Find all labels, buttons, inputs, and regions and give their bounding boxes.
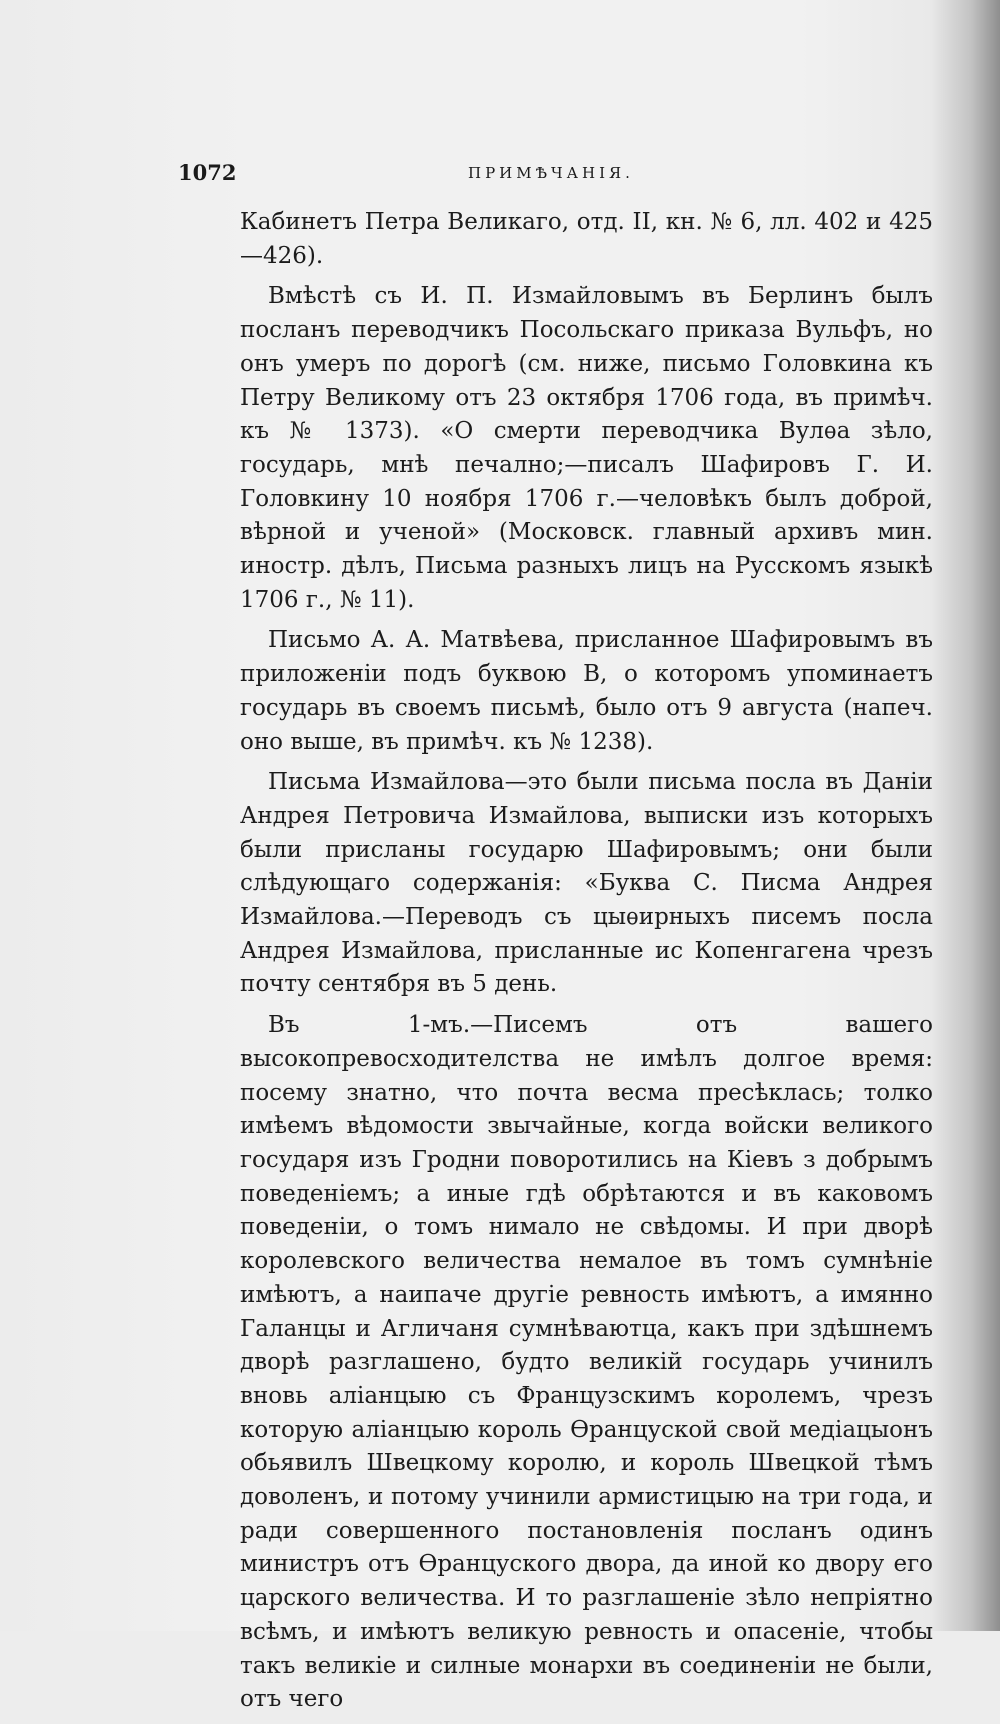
paragraph: Кабинетъ Петра Великаго, отд. II, кн. № 6, лл. 402 и 425—426). — [240, 209, 933, 269]
paragraph: Письма Измайлова—это были письма посла въ Даніи Андрея Петровича Измайлова, выписки изъ которыхъ были присланы государю Шафировымъ; они были слѣдующаго содержанія: «Буква С. Писма Андрея Измайлова.—Переводъ съ цыѳирныхъ писемъ посла Андрея Измайлова, присланные ис Копенгагена чрезъ почту сентября въ 5 день. — [240, 769, 933, 998]
page-header — [178, 160, 933, 190]
paragraph: Вмѣстѣ съ И. П. Измайловымъ въ Берлинъ былъ посланъ переводчикъ Посольскаго приказа Вульфъ, но онъ умеръ по дорогѣ (см. ниже, письмо Головкина къ Петру Великому отъ 23 октября 1706 года, въ примѣч. къ № 1373). «О смерти переводчика Вулѳа зѣло, государь, мнѣ печално;—писалъ Шафировъ Г. И. Головкину 10 ноября 1706 г.—человѣкъ былъ доброй, вѣрной и ученой» (Московск. главный архивъ мин. иностр. дѣлъ, Письма разныхъ лицъ на Русскомъ языкѣ 1706 г., № 11). — [240, 283, 933, 613]
paragraph: Въ 1-мъ.—Писемъ отъ вашего высокопревосходителства не имѣлъ долгое время: посему знатно, что почта весма пресѣклась; толко имѣемъ вѣдомости звычайные, когда войски великого государя изъ Гродни поворотились на Кіевъ з добрымъ поведеніемъ; а иные гдѣ обрѣтаются и въ каковомъ поведеніи, о томъ нимало не свѣдомы. И при дворѣ королевского величества немалое въ томъ сумнѣніе имѣютъ, а наипаче другіе ревность имѣютъ, а имянно Галанцы и Агличаня сумнѣваютца, какъ при здѣшнемъ дворѣ разглашено, будто великій государь учинилъ вновь аліанцыю съ Французскимъ королемъ, чрезъ которую аліанцыю король Ѳранцуской свой медіацыонъ обьявилъ Швецкому королю, и король Швецкой тѣмъ доволенъ, и потому учинили армистицыю на три года, и ради совершенного постановленія посланъ одинъ министръ отъ Ѳранцуского двора, да иной ко двору его царского величества. И то разглашеніе зѣло непріятно всѣмъ, и имѣютъ великую ревность и опасеніе, чтобы такъ великіе и силные монархи въ соединеніи не были, отъ чего — [240, 1012, 933, 1713]
body-text — [240, 206, 933, 1724]
page-number: 1072 — [178, 160, 237, 185]
running-title: ПРИМѢЧАНІЯ. — [468, 164, 634, 182]
paragraph: Письмо А. А. Матвѣева, присланное Шафировымъ въ приложеніи подъ буквою B, о которомъ упоминаетъ государь въ своемъ письмѣ, было отъ 9 августа (напеч. оно выше, въ примѣч. къ № 1238). — [240, 627, 933, 755]
